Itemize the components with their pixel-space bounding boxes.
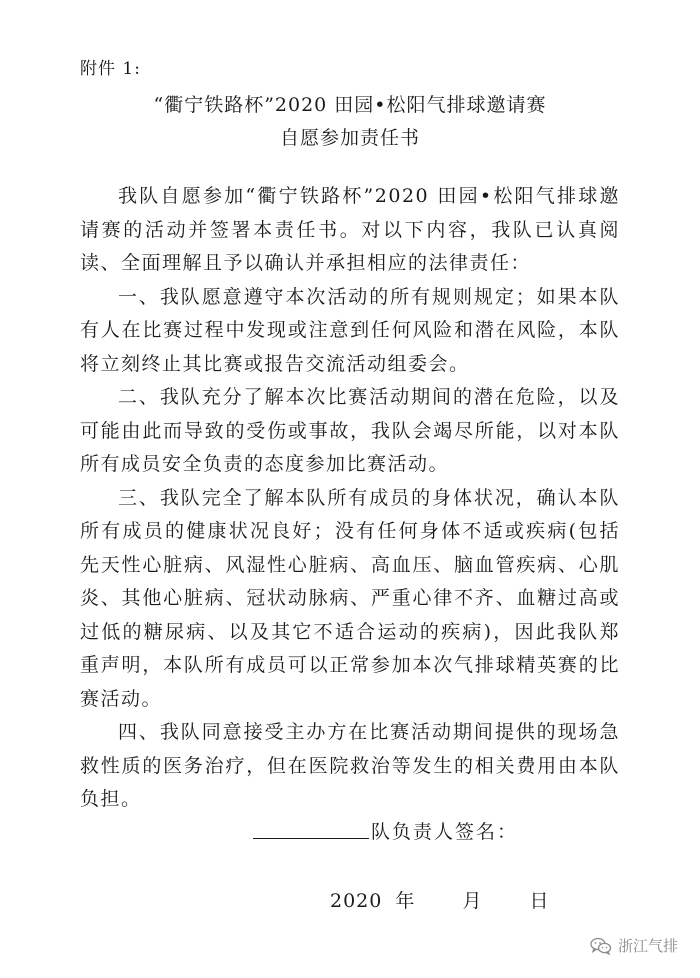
paragraph-clause-1: 一、我队愿意遵守本次活动的所有规则规定；如果本队有人在比赛过程中发现或注意到任何风险和潜在风险，本队将立刻终止其比赛或报告交流活动组委会。: [80, 285, 620, 375]
watermark-text: 浙江气排: [617, 937, 678, 955]
signature-line: [253, 838, 369, 839]
date-row: [330, 886, 550, 913]
paragraph-intro: 我队自愿参加“衢宁铁路杯”2020 田园•松阳气排球邀请赛的活动并签署本责任书。对以下内容，我队已认真阅读、全面理解且予以确认并承担相应的法律责任：: [80, 185, 620, 274]
attachment-label: 附件 1:: [80, 59, 141, 79]
watermark: [590, 935, 678, 956]
date-year-unit: 年: [395, 890, 416, 912]
paragraph-clause-4: 四、我队同意接受主办方在比赛活动期间提供的现场急救性质的医务治疗，但在医院救治等发生的相关费用由本队负担。: [80, 721, 620, 810]
document-body: [80, 180, 620, 817]
date-year: 2020: [330, 890, 383, 912]
paragraph-clause-3: 三、我队完全了解本队所有成员的身体状况，确认本队所有成员的健康状况良好；没有任何身体不适或疾病(包括先天性心脏病、风湿性心脏病、高血压、脑血管疾病、心肌炎、其他心脏病、冠状动脉病、严重心律不齐、血糖过高或过低的糖尿病、以及其它不适合运动的疾病)，因此我队郑重声明，本队所有成员可以正常参加本次气排球精英赛的比赛活动。: [80, 486, 620, 710]
date-day-unit: 日: [529, 890, 550, 912]
document-subtitle: 自愿参加责任书: [279, 127, 420, 149]
document-title: “衢宁铁路杯”2020 田园•松阳气排球邀请赛: [153, 94, 547, 116]
wechat-icon: [590, 937, 612, 955]
paragraph-clause-2: 二、我队充分了解本次比赛活动期间的潜在危险，以及可能由此而导致的受伤或事故，我队会竭尽所能，以对本队所有成员安全负责的态度参加比赛活动。: [80, 386, 620, 475]
signature-label: 队负责人签名：: [371, 821, 519, 843]
date-month-unit: 月: [462, 890, 483, 912]
